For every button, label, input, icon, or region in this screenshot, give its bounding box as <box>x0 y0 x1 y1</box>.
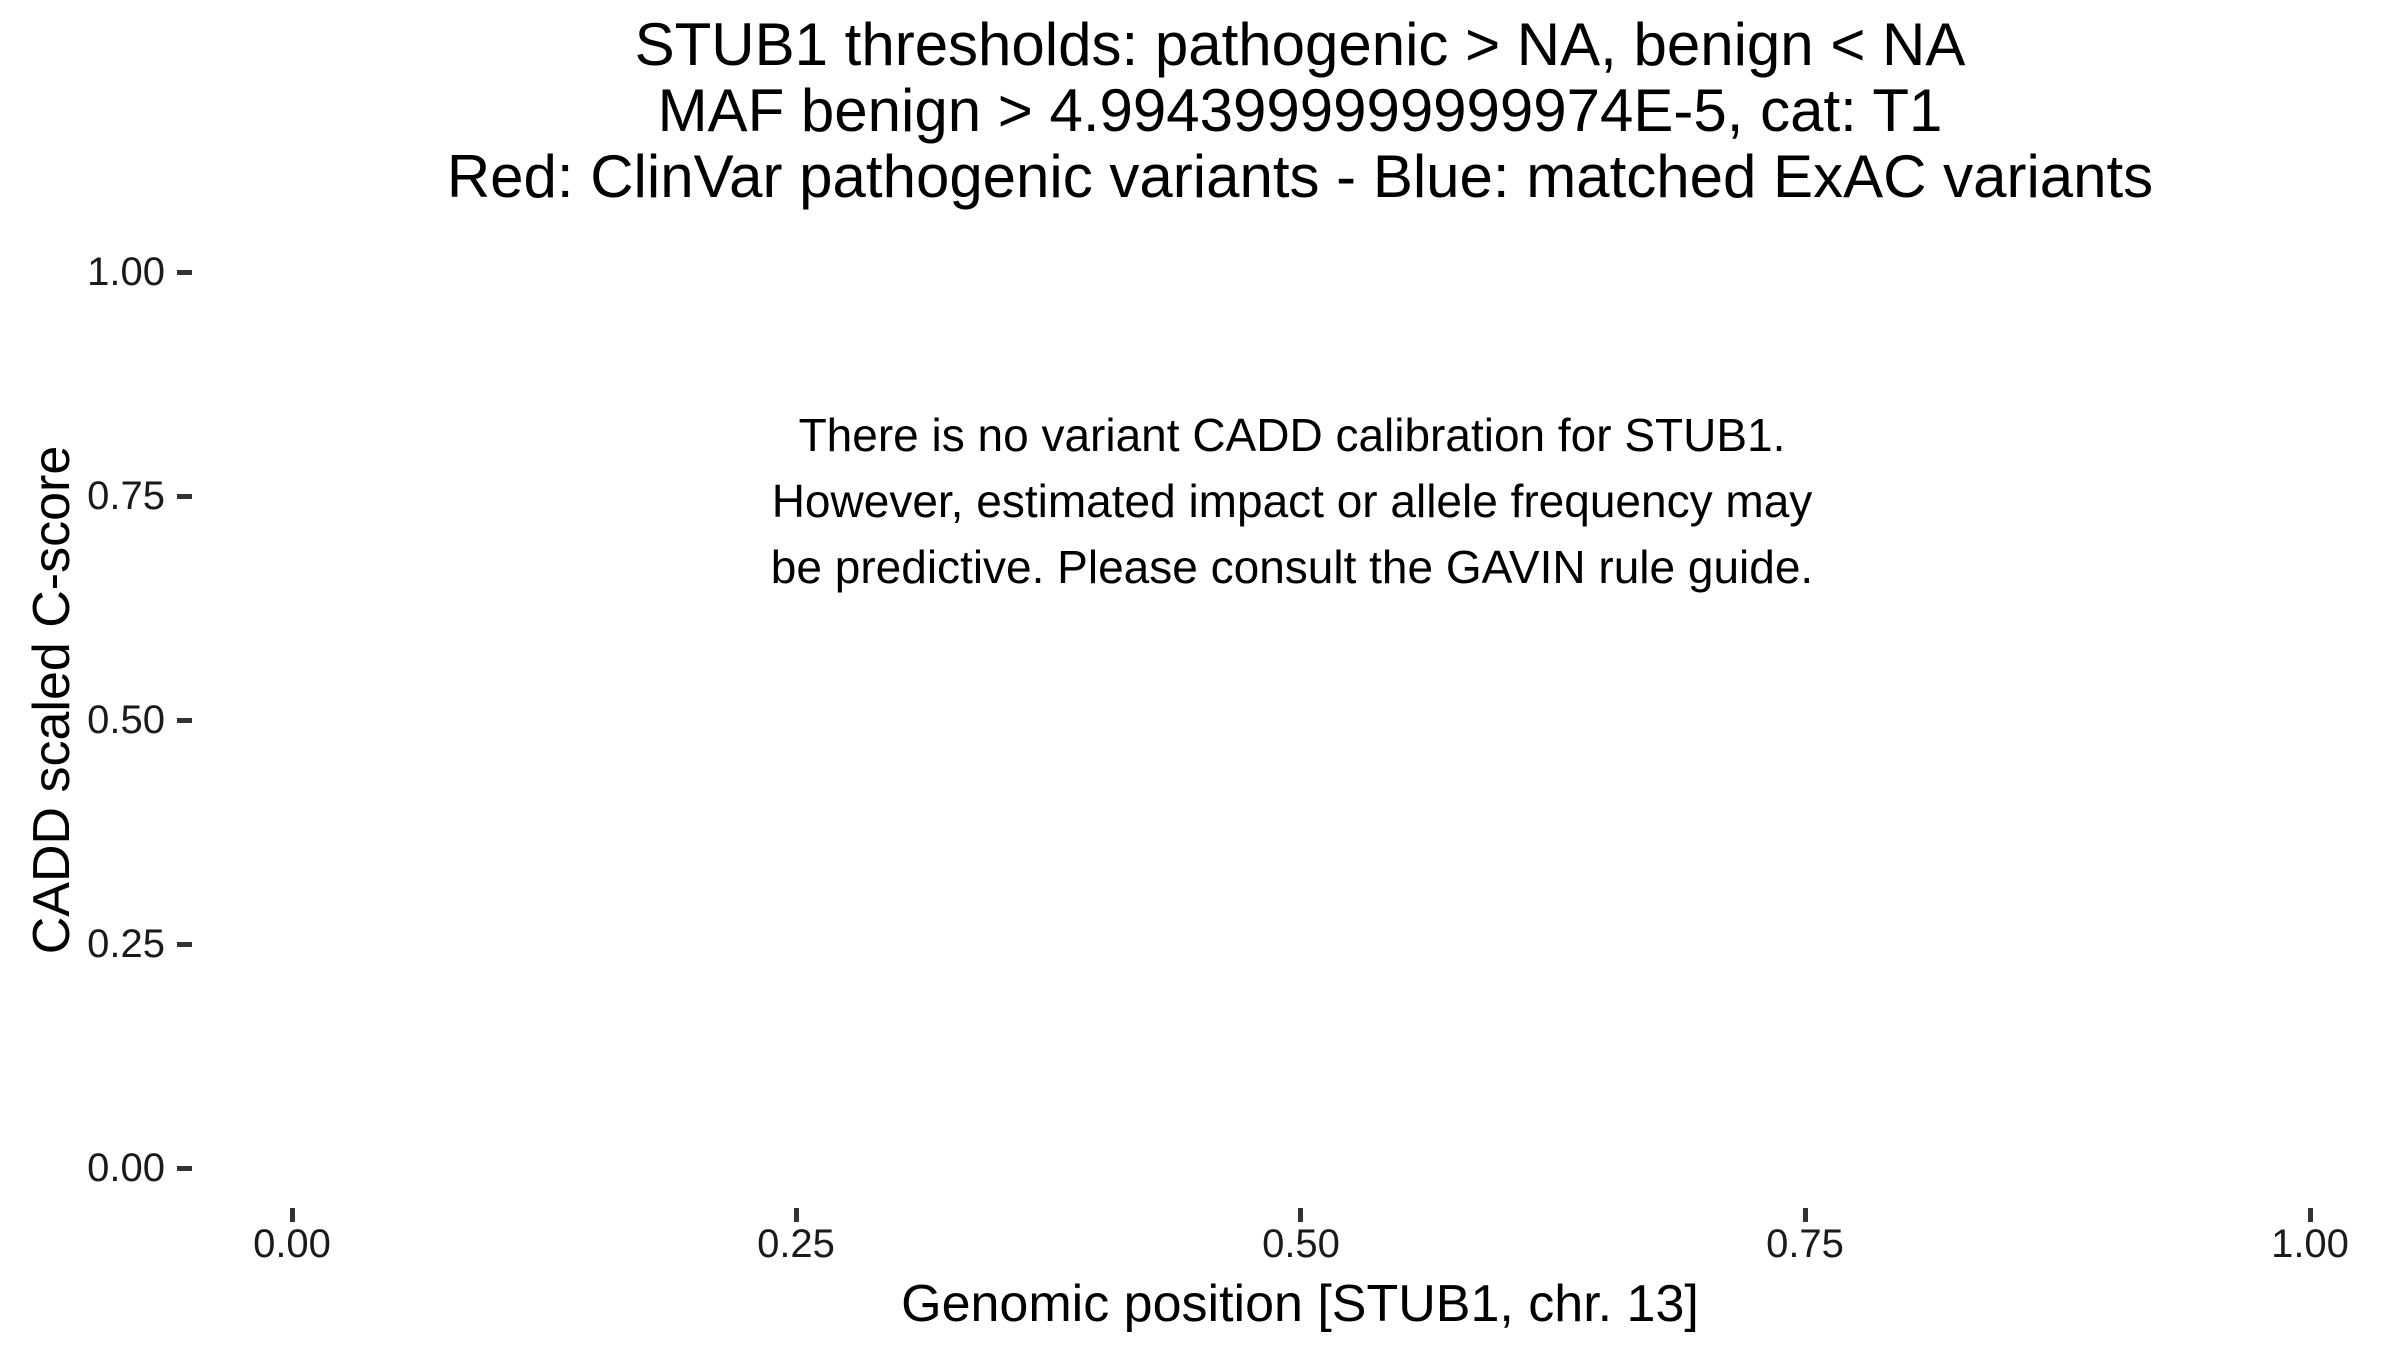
y-tick-mark-0.00 <box>177 1166 192 1171</box>
chart-title-line-2: MAF benign > 4.9943999999999974E-5, cat: T1 <box>657 77 1943 144</box>
y-tick-label-0.00: 0.00 <box>87 1146 165 1190</box>
x-tick-label-0.50: 0.50 <box>1262 1222 1340 1266</box>
annotation-line-1: There is no variant CADD calibration for STUB1. <box>798 409 1786 461</box>
y-axis-title: CADD scaled C-score <box>23 445 81 955</box>
x-tick-label-0.00: 0.00 <box>253 1222 331 1266</box>
annotation-line-3: be predictive. Please consult the GAVIN rule guide. <box>770 541 1814 593</box>
x-tick-label-0.75: 0.75 <box>1766 1222 1844 1266</box>
annotation-line-2: However, estimated impact or allele frequency may <box>771 475 1813 527</box>
chart-title <box>447 12 2153 210</box>
no-calibration-annotation <box>771 402 1813 600</box>
y-tick-label-0.50: 0.50 <box>87 698 165 742</box>
chart-title-line-3: Red: ClinVar pathogenic variants - Blue: matched ExAC variants <box>446 143 2154 210</box>
plot-panel <box>198 225 2400 1225</box>
x-tick-label-0.25: 0.25 <box>757 1222 835 1266</box>
y-tick-mark-1.00 <box>177 270 192 275</box>
chart-title-line-1: STUB1 thresholds: pathogenic > NA, benign < NA <box>634 11 1966 78</box>
y-tick-mark-0.75 <box>177 494 192 499</box>
y-tick-label-1.00: 1.00 <box>87 250 165 294</box>
x-tick-label-1.00: 1.00 <box>2271 1222 2349 1266</box>
y-tick-label-0.75: 0.75 <box>87 474 165 518</box>
y-tick-label-0.25: 0.25 <box>87 922 165 966</box>
x-axis-title: Genomic position [STUB1, chr. 13] <box>901 1275 1699 1333</box>
y-tick-mark-0.25 <box>177 942 192 947</box>
y-tick-mark-0.50 <box>177 718 192 723</box>
